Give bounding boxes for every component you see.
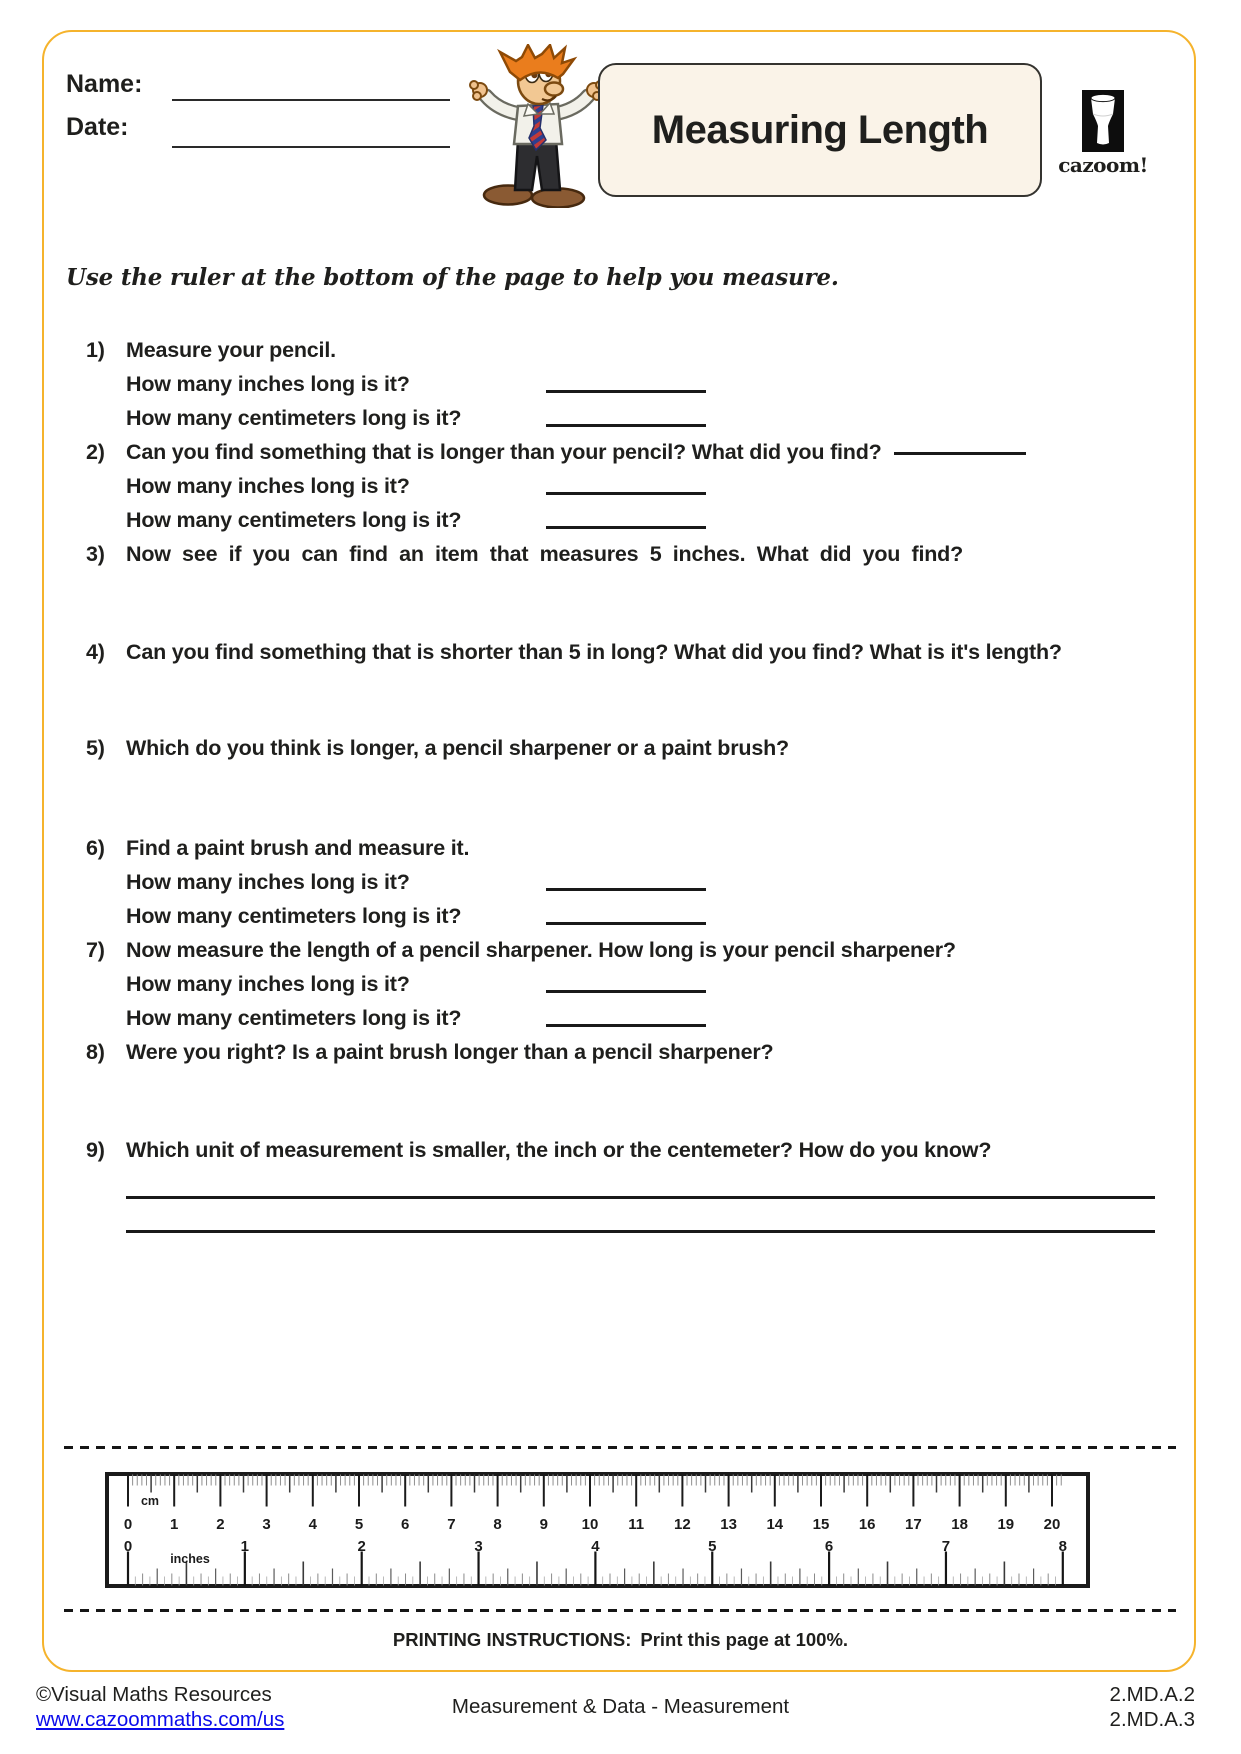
question-number: 4) [86, 640, 105, 664]
sub-question-row [126, 367, 1155, 401]
answer-blank[interactable] [546, 990, 706, 993]
svg-text:inches: inches [170, 1552, 210, 1566]
question-number: 3) [86, 542, 105, 566]
answer-blank[interactable] [546, 1024, 706, 1027]
question-7 [86, 933, 1155, 967]
svg-text:17: 17 [905, 1516, 922, 1533]
sub-question-label: How many inches long is it? [126, 972, 410, 996]
footer-standard-2: 2.MD.A.3 [1109, 1708, 1195, 1731]
printing-text: Print this page at 100%. [640, 1629, 849, 1650]
svg-text:1: 1 [170, 1516, 179, 1533]
answer-blank[interactable] [546, 922, 706, 925]
brand-name: cazoom! [1058, 153, 1148, 177]
answer-blank[interactable] [546, 424, 706, 427]
answer-blank[interactable] [546, 526, 706, 529]
answer-blank[interactable] [546, 492, 706, 495]
svg-text:1: 1 [240, 1538, 250, 1555]
sub-question-row [126, 1001, 1155, 1035]
questions-list [86, 333, 1155, 1233]
svg-text:12: 12 [674, 1516, 691, 1533]
sub-question-label: How many centimeters long is it? [126, 508, 462, 532]
question-6 [86, 831, 1155, 865]
question-text: Can you find something that is shorter than 5 in long? What did you find? What is it's length? [126, 640, 1062, 664]
brand-logo [1055, 90, 1151, 177]
sub-question-label: How many inches long is it? [126, 474, 410, 498]
question-number: 7) [86, 938, 105, 962]
question-2 [86, 435, 1155, 469]
answer-blank-inline[interactable] [894, 452, 1026, 455]
svg-text:7: 7 [447, 1516, 456, 1533]
svg-text:9: 9 [539, 1516, 548, 1533]
answer-blank[interactable] [546, 390, 706, 393]
mascot-illustration [462, 44, 610, 213]
svg-text:3: 3 [262, 1516, 271, 1533]
svg-text:5: 5 [354, 1516, 364, 1533]
ruler-illustration [105, 1472, 1090, 1588]
svg-text:7: 7 [941, 1538, 951, 1555]
drum-icon [1082, 90, 1124, 152]
svg-text:4: 4 [308, 1516, 317, 1533]
svg-text:15: 15 [812, 1516, 830, 1533]
question-text: Find a paint brush and measure it. [126, 836, 470, 860]
svg-text:0: 0 [123, 1538, 133, 1555]
question-text: Now measure the length of a pencil sharpener. How long is your pencil sharpener? [126, 938, 956, 962]
sub-question-row [126, 503, 1155, 537]
svg-text:11: 11 [628, 1516, 645, 1533]
date-label: Date: [66, 113, 129, 141]
question-9 [86, 1133, 1155, 1167]
svg-text:2: 2 [357, 1538, 366, 1555]
svg-text:16: 16 [858, 1516, 876, 1533]
sub-question-row [126, 967, 1155, 1001]
sub-question-label: How many centimeters long is it? [126, 406, 462, 430]
svg-text:4: 4 [591, 1538, 600, 1555]
question-number: 5) [86, 736, 105, 760]
question-text [126, 435, 1155, 469]
footer-copyright: ©Visual Maths Resources [36, 1683, 272, 1706]
sub-question-row [126, 469, 1155, 503]
page-title: Measuring Length [651, 107, 989, 152]
printing-instructions [0, 1629, 1241, 1651]
sub-question-label: How many inches long is it? [126, 870, 410, 894]
svg-text:3: 3 [474, 1538, 483, 1555]
footer-center-text: Measurement & Data - Measurement [451, 1695, 790, 1718]
question-text: Were you right? Is a paint brush longer than a pencil sharpener? [126, 1040, 774, 1064]
svg-text:2: 2 [216, 1516, 225, 1533]
footer-standard-1: 2.MD.A.2 [1109, 1683, 1195, 1706]
question-text: Which unit of measurement is smaller, the inch or the centemeter? How do you know? [126, 1138, 992, 1162]
svg-text:10: 10 [581, 1516, 599, 1533]
answer-blank[interactable] [546, 888, 706, 891]
sub-question-row [126, 899, 1155, 933]
ruler [105, 1472, 1090, 1593]
answer-line[interactable] [126, 1230, 1155, 1233]
instruction-text: Use the ruler at the bottom of the page to help you measure. [66, 264, 839, 291]
title-box [598, 63, 1042, 197]
question-number: 8) [86, 1040, 105, 1064]
name-line[interactable] [172, 99, 450, 101]
sub-question-row [126, 401, 1155, 435]
question-3 [86, 537, 1155, 571]
footer-url-link[interactable]: www.cazoommaths.com/us [36, 1708, 285, 1731]
question-text: Which do you think is longer, a pencil sharpener or a paint brush? [126, 736, 789, 760]
svg-text:8: 8 [493, 1516, 502, 1533]
question-text: Now see if you can find an item that measures 5 inches. What did you find? [126, 542, 964, 566]
question-text: Measure your pencil. [126, 338, 336, 362]
cutline-bottom [64, 1609, 1176, 1612]
cutline-top [64, 1446, 1176, 1449]
sub-question-label: How many centimeters long is it? [126, 1006, 462, 1030]
svg-text:18: 18 [951, 1516, 968, 1533]
svg-text:13: 13 [720, 1516, 737, 1533]
name-label: Name: [66, 70, 143, 98]
svg-text:6: 6 [824, 1538, 834, 1555]
question-1 [86, 333, 1155, 367]
answer-line[interactable] [126, 1196, 1155, 1199]
printing-label: PRINTING INSTRUCTIONS: [392, 1629, 632, 1650]
svg-text:6: 6 [401, 1516, 410, 1533]
question-text-inner: Can you find something that is longer than your pencil? What did you find? [126, 440, 882, 464]
svg-text:cm: cm [140, 1494, 160, 1508]
svg-text:0: 0 [123, 1516, 133, 1533]
date-line[interactable] [172, 146, 450, 148]
question-8 [86, 1035, 1155, 1069]
question-number: 1) [86, 338, 105, 362]
question-5 [86, 731, 1155, 765]
sub-question-row [126, 865, 1155, 899]
question-number: 9) [86, 1138, 105, 1162]
sub-question-label: How many centimeters long is it? [126, 904, 462, 928]
question-number: 6) [86, 836, 105, 860]
svg-text:14: 14 [766, 1516, 784, 1533]
svg-text:19: 19 [997, 1516, 1015, 1533]
svg-text:5: 5 [708, 1538, 717, 1555]
svg-text:20: 20 [1043, 1516, 1061, 1533]
question-number: 2) [86, 440, 105, 464]
sub-question-label: How many inches long is it? [126, 372, 410, 396]
cartoon-boy-icon [462, 44, 610, 208]
question-4 [86, 635, 1155, 669]
svg-text:8: 8 [1058, 1538, 1067, 1555]
